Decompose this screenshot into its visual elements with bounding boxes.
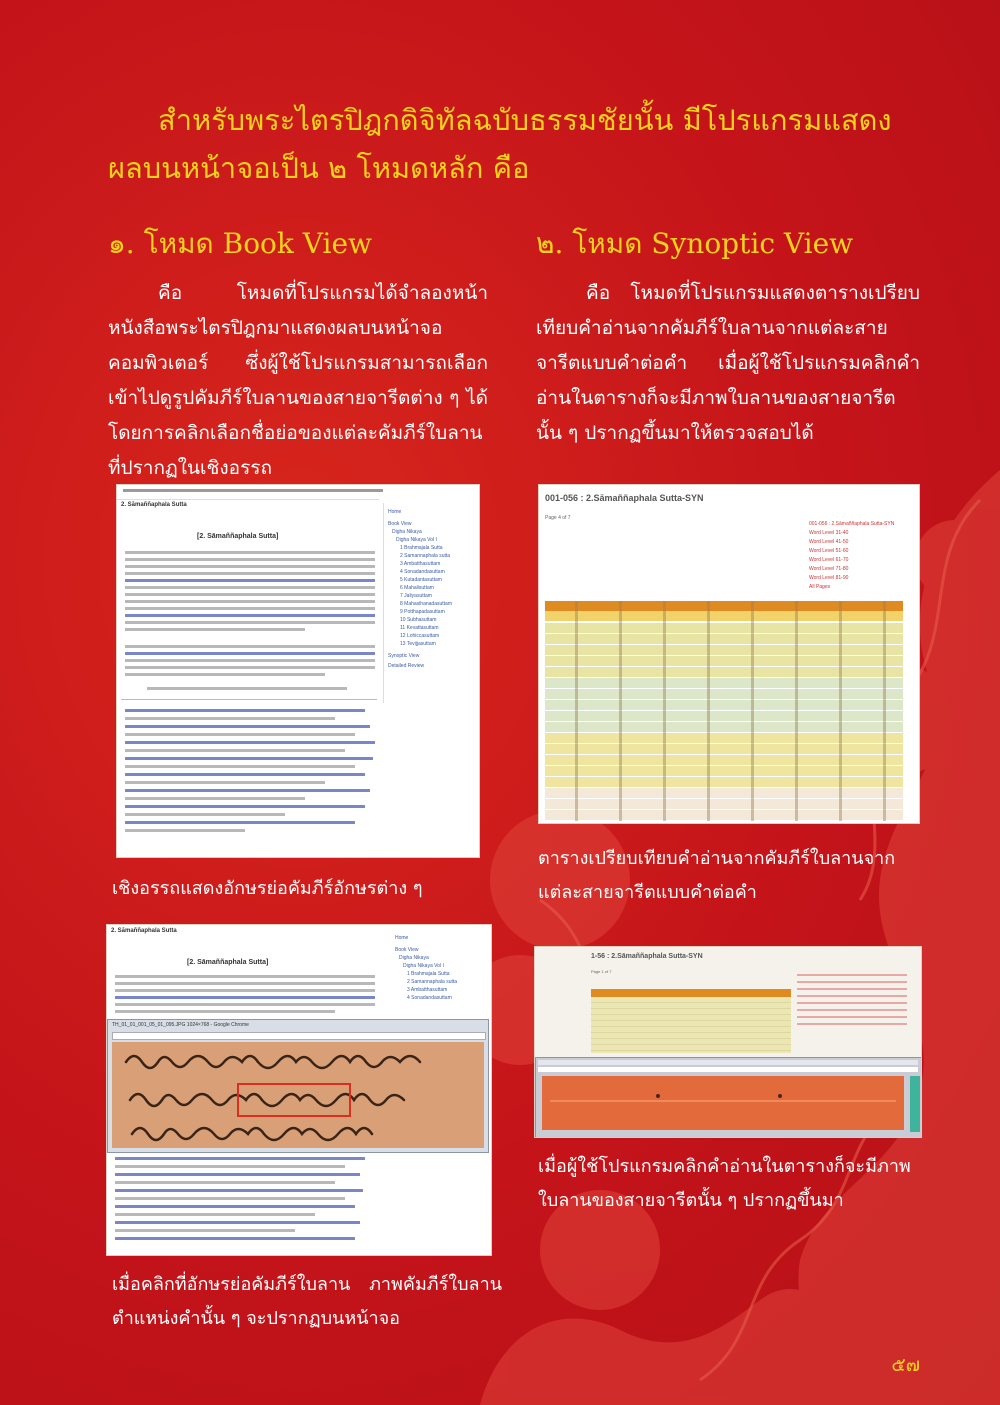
sidebar-item[interactable]: Book View bbox=[395, 947, 419, 953]
comparison-table bbox=[545, 601, 903, 819]
sidebar-item[interactable]: 1 Brahmajala Sutta bbox=[407, 971, 450, 977]
caption-synoptic-view: ตารางเปรียบเทียบคำอ่านจากคัมภีร์ใบลานจากแต่ละสายจารีตแบบคำต่อคำ bbox=[538, 848, 896, 903]
legend-item[interactable]: Word Level 51-60 bbox=[809, 548, 849, 554]
table-header-row bbox=[591, 989, 791, 997]
page-number: ๕๗ bbox=[891, 1354, 920, 1376]
sidebar-item[interactable]: Home bbox=[388, 509, 402, 515]
synoptic-title: 001-056 : 2.Sāmaññaphala Sutta-SYN bbox=[545, 493, 704, 503]
section-body-book-view: คือ โหมดที่โปรแกรมได้จำลองหน้าหนังสือพระไตรปิฎกมาแสดงผลบนหน้าจอคอมพิวเตอร์ ซึ่งผู้ใช้โปรแกรมสามารถเลือกเข้าไปดูรูปคัมภีร์ใบลานของสายจารีตต่าง ๆ ได้ โดยการคลิกเลือกชื่อย่อของแต่ละคัมภีร์ใบลานที่ปรากฏในเชิงอรรถ bbox=[108, 282, 488, 479]
legend-item[interactable]: Word Level 41-50 bbox=[809, 539, 849, 545]
sidebar-item[interactable]: 13 Tevijjasuttam bbox=[400, 641, 436, 647]
content-title: [2. Sāmaññaphala Sutta] bbox=[187, 959, 269, 966]
page-label: Page 4 of 7 bbox=[545, 515, 571, 521]
popup-title-bar[interactable]: TH_01_01_001_05_01_095.JPG 1024×768 - Google Chrome bbox=[112, 1022, 249, 1028]
legend-item[interactable]: Word Level 71-80 bbox=[809, 566, 849, 572]
sidebar bbox=[383, 503, 476, 703]
sidebar-item[interactable]: Digha Nikaya Vol I bbox=[396, 537, 437, 543]
sidebar-item[interactable]: 10 Subhasuttam bbox=[400, 617, 437, 623]
sidebar-item[interactable]: 6 Mahalisuttam bbox=[400, 585, 434, 591]
book-view-popup-screenshot bbox=[106, 924, 492, 1256]
synoptic-view-popup-screenshot bbox=[534, 946, 922, 1138]
sidebar-item[interactable]: 2 Samannaphala sutta bbox=[407, 979, 458, 985]
sutta-header: 2. Sāmaññaphala Sutta bbox=[111, 928, 177, 934]
sidebar-item[interactable]: Digha Nikaya bbox=[399, 955, 429, 961]
legend-item[interactable]: Word Level 81-90 bbox=[809, 575, 849, 581]
page-label: Page 1 of 7 bbox=[591, 969, 612, 974]
caption-book-view: เชิงอรรถแสดงอักษรย่อคัมภีร์อักษรต่าง ๆ bbox=[112, 878, 423, 899]
sidebar-item[interactable]: 2 Samannaphala sutta bbox=[400, 553, 451, 559]
legend-item[interactable]: All Pages bbox=[809, 584, 831, 590]
section-body-synoptic-view: คือ โหมดที่โปรแกรมแสดงตารางเปรียบเทียบคำอ่านจากคัมภีร์ใบลานจากแต่ละสายจารีตแบบคำต่อคำ เมื่อผู้ใช้โปรแกรมคลิกคำอ่านในตารางก็จะมีภาพใบลานของสายจารีตนั้น ๆ ปรากฏขึ้นมาให้ตรวจสอบได้ bbox=[536, 282, 920, 444]
section-title-synoptic-view: ๒. โหมด Synoptic View bbox=[536, 227, 854, 260]
sidebar-item[interactable]: 4 Sonadandasuttam bbox=[407, 995, 452, 1001]
sutta-header: 2. Sāmaññaphala Sutta bbox=[121, 502, 187, 508]
comparison-table bbox=[591, 989, 791, 1053]
sidebar-item[interactable]: Digha Nikaya Vol I bbox=[403, 963, 444, 969]
section-title-book-view: ๑. โหมด Book View bbox=[108, 227, 372, 260]
sidebar-item[interactable]: 1 Brahmajala Sutta bbox=[400, 545, 443, 551]
sidebar-item[interactable]: 9 Potthapadasuttam bbox=[400, 609, 445, 615]
palm-leaf-popup-window[interactable] bbox=[535, 1057, 922, 1138]
legend-item[interactable]: Word Level 61-70 bbox=[809, 557, 849, 563]
sidebar-item[interactable]: 12 Lohiccasuttam bbox=[400, 633, 440, 639]
caption-book-view-popup: เมื่อคลิกที่อักษรย่อคัมภีร์ใบลาน ภาพคัมภีร์ใบลานตำแหน่งคำนั้น ๆ จะปรากฏบนหน้าจอ bbox=[112, 1274, 502, 1329]
sidebar bbox=[391, 931, 487, 1031]
page-heading: สำหรับพระไตรปิฎกดิจิทัลฉบับธรรมชัยนั้น มีโปรแกรมแสดงผลบนหน้าจอเป็น ๒ โหมดหลัก คือ bbox=[108, 103, 892, 185]
sidebar-item[interactable]: Book View bbox=[388, 521, 412, 527]
synoptic-title: 1-56 : 2.Sāmaññaphala Sutta-SYN bbox=[591, 953, 703, 960]
sidebar-item[interactable]: 11 Kevattasuttam bbox=[400, 625, 439, 631]
palm-leaf-popup-window[interactable] bbox=[107, 1019, 489, 1153]
palm-leaf-script bbox=[112, 1042, 484, 1148]
sidebar-item[interactable]: 4 Sonadandasuttam bbox=[400, 569, 445, 575]
sidebar-item[interactable]: 5 Kutadantasuttam bbox=[400, 577, 442, 583]
sidebar-item[interactable]: 3 Ambatthasuttam bbox=[407, 987, 448, 993]
sidebar-item[interactable]: 7 Jaliyasuttam bbox=[400, 593, 432, 599]
sidebar-item[interactable]: Synoptic View bbox=[388, 653, 420, 659]
book-view-screenshot bbox=[116, 484, 480, 858]
sidebar-item[interactable]: Detailed Review bbox=[388, 663, 425, 669]
synoptic-view-screenshot bbox=[538, 484, 920, 824]
sidebar-item[interactable]: 3 Ambatthasuttam bbox=[400, 561, 441, 567]
content-title: [2. Sāmaññaphala Sutta] bbox=[197, 533, 279, 540]
sidebar-item[interactable]: Home bbox=[395, 935, 409, 941]
legend bbox=[797, 969, 907, 1029]
sidebar-item[interactable]: 8 Mahasihanadasuttam bbox=[400, 601, 452, 607]
palm-leaf-image bbox=[542, 1076, 904, 1130]
palm-leaf-image bbox=[112, 1042, 484, 1148]
caption-synoptic-view-popup: เมื่อผู้ใช้โปรแกรมคลิกคำอ่านในตารางก็จะมีภาพใบลานของสายจารีตนั้น ๆ ปรากฏขึ้นมา bbox=[538, 1156, 911, 1211]
legend-item[interactable]: 001-056 : 2.Sāmaññaphala Sutta-SYN bbox=[809, 521, 895, 527]
sidebar-item[interactable]: Digha Nikaya bbox=[392, 529, 422, 535]
legend-item[interactable]: Word Level 31-40 bbox=[809, 530, 849, 536]
